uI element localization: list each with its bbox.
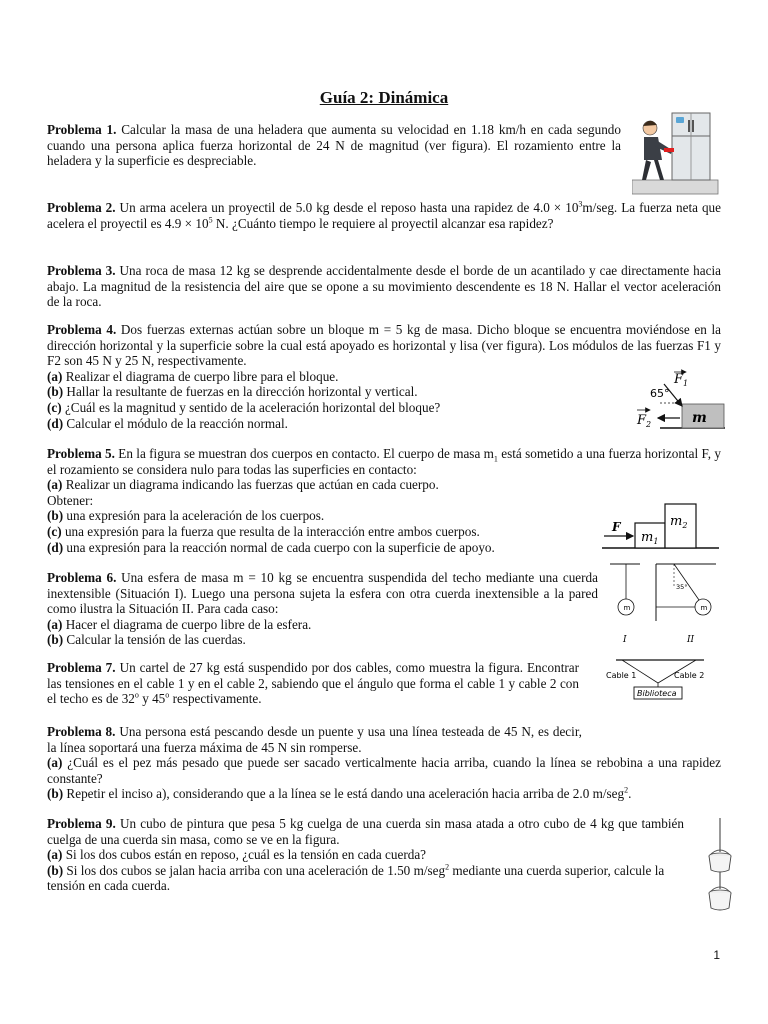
problem-label: Problema 5.: [47, 446, 115, 461]
problem-text: Un cubo de pintura que pesa 5 kg cuelga de una cuerda sin masa atada a otro cubo de 4 kg que también cuelga de una cuerda sin masa, como se ve en la figura.: [47, 816, 684, 847]
cable-2-label: Cable 2: [674, 671, 705, 680]
problem-label: Problema 9.: [47, 816, 116, 831]
angle-label: 65°: [650, 387, 670, 400]
problem-label: Problema 3.: [47, 263, 116, 278]
problem-label: Problema 8.: [47, 724, 116, 739]
svg-text:m: m: [623, 604, 631, 612]
svg-text:F1: $F_1$: [674, 372, 689, 388]
svg-text:m: m: [700, 604, 708, 612]
problem-label: Problema 7.: [47, 660, 116, 675]
force-label: F: [612, 520, 621, 534]
refrigerator-push-figure: [632, 110, 720, 196]
bucket-icon: [709, 856, 731, 872]
page-title: Guía 2: Dinámica: [319, 88, 449, 107]
problem-text: Calcular la masa de una heladera que aumenta su velocidad en 1.18 km/h en cada segundo cuando una persona aplica fuerza horizontal de 24 N de magnitud (ver figura). El rozamiento entre la heladera y la superficie es despreciable.: [47, 122, 621, 169]
hanging-sphere-figure: [604, 561, 722, 647]
problem-label: Problema 6.: [47, 570, 117, 585]
paint-buckets-figure: [702, 816, 738, 918]
situation-1-label: I: [623, 635, 627, 645]
svg-text:m1: $m_1$: [641, 530, 659, 546]
problem-7: Problema 7. Un cartel de 27 kg está suspendido por dos cables, como muestra la figura. Encontrar las tensiones en el cable 1 y en el cable 2, sabiendo que el ángulo que forma el cable 1 y cable 2 con el techo es de 32$^o$ y 45$^o$ respectivamente.: [47, 660, 579, 707]
problem-text: Dos fuerzas externas actúan sobre un bloque m = 5 kg de masa. Dicho bloque se encuentra moviéndose en la dirección horizontal y la superficie sobre la cual está apoyado es horizontal y lisa (ver figura). Los módulos de las fuerzas F1 y F2 son 45 N y 25 N, respectivamente.: [47, 322, 721, 369]
angle-label: 35°: [676, 583, 688, 591]
block-forces-figure: [630, 366, 726, 432]
cable-1-label: Cable 1: [606, 671, 637, 680]
problem-2: Problema 2. Un arma acelera un proyectil de 5.0 kg desde el reposo hasta una rapidez de $4.0 \times 10^3m$/seg. La fuerza neta que acelera el proyectil es $4.9 \times 10^5$ N. ¿Cuánto tiempo le requiere al proyectil alcanzar esa rapidez?: [47, 199, 721, 231]
problem-6: Problema 6. Una esfera de masa m = 10 kg se encuentra suspendida del techo mediante una cuerda inextensible (Situación I). Luego una persona sujeta la esfera con otra cuerda inextensible a la pared como ilustra la Situación II. Para cada caso: (a) Hacer el diagrama de cuerpo libre de la esfera. (b) Calcular la tensión de las cuerdas.: [47, 570, 598, 648]
situation-2-label: II: [687, 635, 695, 645]
problem-3: [47, 263, 721, 310]
problem-label: Problema 1.: [47, 122, 117, 137]
bucket-icon: [709, 893, 731, 910]
hanging-sign-figure: [604, 656, 714, 706]
floor: [632, 180, 718, 194]
problem-text: Una persona está pescando desde un puente y usa una línea testeada de 45 N, es decir, la línea soportará una fuerza máxima de 45 N sin romperse.: [47, 724, 582, 755]
mass-label: m: [692, 410, 707, 426]
two-blocks-figure: [602, 499, 720, 552]
problem-text: Una esfera de masa m = 10 kg se encuentra suspendida del techo mediante una cuerda inextensible (Situación I). Luego una persona sujeta la esfera con otra cuerda inextensible a la pared como ilustra la Situación II. Para cada caso:: [47, 570, 598, 617]
problem-text: Una roca de masa 12 kg se desprende accidentalmente desde el borde de un acantilado y cae directamente hacia abajo. La magnitud de la resistencia del aire que se opone a su movimiento descendente es 18 N. Hallar el vector aceleración de la roca.: [47, 263, 721, 310]
problem-label: Problema 2.: [47, 200, 116, 215]
problem-1: [47, 122, 621, 169]
problem-label: Problema 4.: [47, 322, 117, 337]
sign-label: Biblioteca: [637, 689, 677, 698]
problem-4: Problema 4. Dos fuerzas externas actúan sobre un bloque m = 5 kg de masa. Dicho bloque se encuentra moviéndose en la dirección horizontal y la superficie sobre la cual está apoyado es horizontal y lisa (ver figura). Los módulos de las fuerzas F1 y F2 son 45 N y 25 N, respectivamente. (a) Realizar el diagrama de cuerpo libre para el bloque. (b) Hallar la resultante de fuerzas en la dirección horizontal y vertical. (c) ¿Cuál es la magnitud y sentido de la aceleración horizontal del bloque? (d) Calcular el módulo de la reacción normal.: [47, 322, 721, 431]
svg-text:m2: $m_2$: [670, 514, 688, 530]
problem-9: Problema 9. Un cubo de pintura que pesa 5 kg cuelga de una cuerda sin masa atada a otro cubo de 4 kg que también cuelga de una cuerda sin masa, como se ve en la figura. (a) Si los dos cubos están en reposo, ¿cuál es la tensión en cada cuerda? (b) Si los dos cubos se jalan hacia arriba con una aceleración de 1.50 m/seg$^2$ mediante una cuerda superior, calcule la tensión en cada cuerda.: [47, 816, 684, 894]
svg-text:F2: $F_2$: [637, 413, 652, 429]
problem-8: Problema 8. Una persona está pescando desde un puente y usa una línea testeada de 45 N, es decir, la línea soportará una fuerza máxima de 45 N sin romperse. (a) ¿Cuál es el pez más pesado que puede ser sacado verticalmente hacia arriba, cuando la línea se rebobina a una rapidez constante? (b) Repetir el inciso a), considerando que a la línea se le está dando una aceleración hacia arriba de 2.0 m/seg$^2$.: [47, 724, 721, 802]
force-arrow-icon: [664, 148, 674, 152]
problem-5: Problema 5. En la figura se muestran dos cuerpos en contacto. El cuerpo de masa $m_1$ está sometido a una fuerza horizontal F, y el rozamiento se considera nulo para todas las superficies en contacto: (a) Realizar un diagrama indicando las fuerzas que actúan en cada cuerpo. Obtener: (b) una expresión para la aceleración de los cuerpos. (c) una expresión para la fuerza que resulta de la interacción entre ambos cuerpos. (d) una expresión para la reacción normal de cada cuerpo con la superficie de apoyo.: [47, 446, 721, 555]
page-number: 1: [713, 948, 720, 962]
